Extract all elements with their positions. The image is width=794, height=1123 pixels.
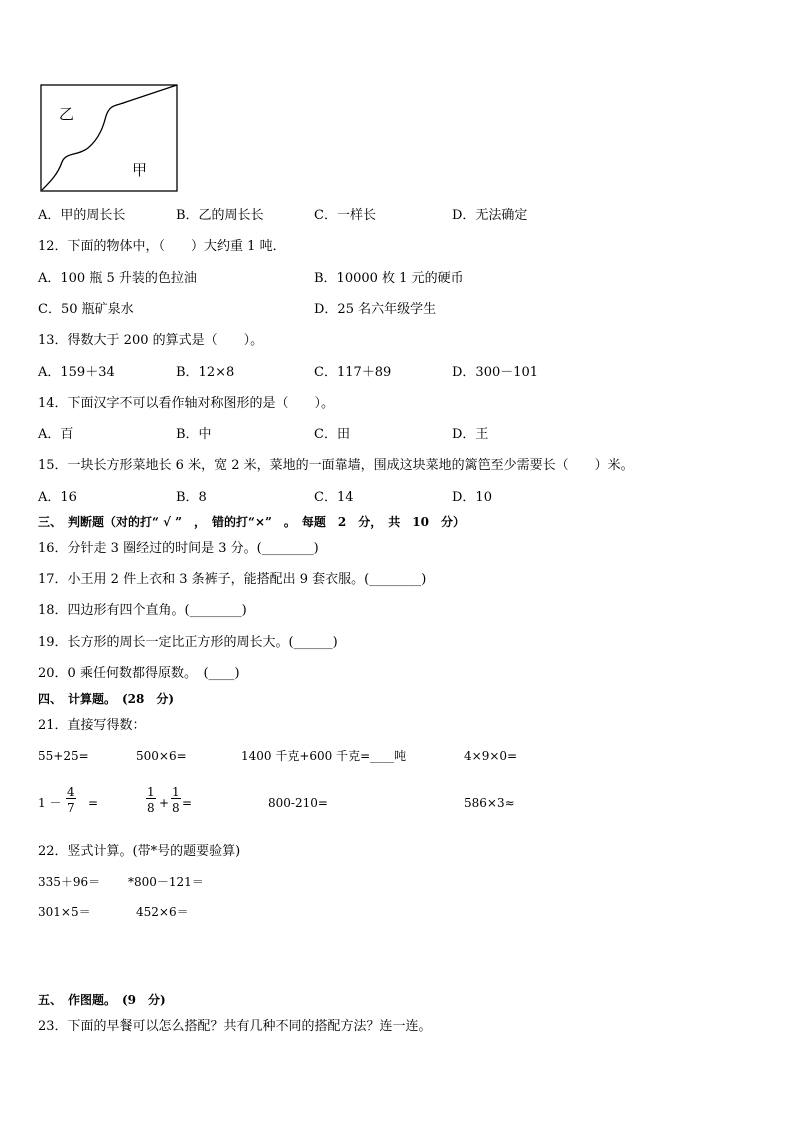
q22-item-3: 301×5＝	[38, 905, 91, 919]
q12-option-c[interactable]: C．50 瓶矿泉水	[38, 302, 134, 317]
q20: 20．0 乘任何数都得原数。 (____)	[38, 666, 240, 681]
section-3-title: 三、 判断题（对的打“ √ ” ， 错的打“×” 。 每题 2 分， 共 10 分）	[38, 515, 465, 529]
q12-stem: 12．下面的物体中，（ ）大约重 1 吨．	[38, 239, 286, 254]
q12-option-d[interactable]: D．25 名六年级学生	[314, 302, 437, 317]
figure-label-yi: 乙	[59, 105, 75, 123]
q16: 16．分针走 3 圈经过的时间是 3 分。(________)	[38, 541, 319, 556]
fraction-denominator: 8	[147, 801, 155, 815]
q22-stem: 22．竖式计算。(带*号的题要验算)	[38, 844, 241, 859]
q21-item-6-suffix: =	[182, 796, 193, 810]
fraction-1-8-first	[146, 786, 156, 814]
q21-item-3: 1400 千克+600 千克=____吨	[241, 749, 407, 763]
q21-item-8: 586×3≈	[464, 796, 515, 810]
fraction-denominator: 8	[172, 801, 180, 815]
section-5-title: 五、 作图题。 (9 分)	[38, 993, 166, 1007]
divided-rectangle-diagram	[40, 84, 180, 194]
q13-stem: 13．得数大于 200 的算式是（ ）。	[38, 333, 264, 348]
q15-option-a[interactable]: A．16	[38, 490, 77, 505]
q15-stem: 15．一块长方形菜地长 6 米，宽 2 米，菜地的一面靠墙，围成这块菜地的篱笆至少需要长（ ）米。	[38, 458, 634, 473]
q19: 19．长方形的周长一定比正方形的周长大。(______)	[38, 635, 338, 650]
q13-option-d[interactable]: D．300－101	[452, 365, 539, 380]
q14-stem: 14．下面汉字不可以看作轴对称图形的是（ ）。	[38, 396, 335, 411]
q13-option-b[interactable]: B．12×8	[176, 365, 235, 380]
fraction-denominator: 7	[67, 801, 75, 815]
fraction-numerator: 1	[172, 785, 180, 799]
q12-option-a[interactable]: A．100 瓶 5 升装的色拉油	[38, 271, 197, 286]
q22-item-4: 452×6＝	[136, 905, 189, 919]
q12-option-b[interactable]: B．10000 枚 1 元的硬币	[314, 271, 464, 286]
plus-sign: +	[159, 796, 170, 810]
fraction-1-8-second	[171, 786, 181, 814]
q11-option-d[interactable]: D．无法确定	[452, 208, 528, 223]
q22-item-1: 335＋96＝	[38, 875, 101, 889]
q21-stem: 21．直接写得数：	[38, 718, 146, 733]
fraction-numerator: 1	[147, 785, 155, 799]
q21-item-5-suffix: =	[88, 796, 99, 810]
q14-option-a[interactable]: A．百	[38, 427, 74, 442]
figure-label-jia: 甲	[132, 161, 148, 179]
q13-option-c[interactable]: C．117＋89	[314, 365, 392, 380]
q21-item-1: 55+25=	[38, 749, 89, 763]
fraction-4-7	[66, 786, 76, 814]
q14-option-b[interactable]: B．中	[176, 427, 212, 442]
q22-item-2: *800－121＝	[128, 875, 204, 889]
q14-option-c[interactable]: C．田	[314, 427, 350, 442]
q21-item-4: 4×9×0=	[464, 749, 518, 763]
q15-option-d[interactable]: D．10	[452, 490, 492, 505]
fraction-numerator: 4	[67, 785, 75, 799]
q11-option-b[interactable]: B．乙的周长长	[176, 208, 264, 223]
q15-option-b[interactable]: B．8	[176, 490, 207, 505]
q11-option-a[interactable]: A．甲的周长长	[38, 208, 126, 223]
section-4-title: 四、 计算题。 (28 分)	[38, 692, 175, 706]
q17: 17．小王用 2 件上衣和 3 条裤子，能搭配出 9 套衣服。(________)	[38, 572, 427, 587]
q11-option-c[interactable]: C．一样长	[314, 208, 376, 223]
q18: 18．四边形有四个直角。(________)	[38, 603, 247, 618]
q21-item-5-prefix: 1 －	[38, 796, 62, 810]
q23-stem: 23．下面的早餐可以怎么搭配？共有几种不同的搭配方法？连一连。	[38, 1019, 432, 1034]
q21-item-2: 500×6=	[136, 749, 187, 763]
q15-option-c[interactable]: C．14	[314, 490, 354, 505]
figure-rectangle	[40, 84, 180, 194]
q13-option-a[interactable]: A．159＋34	[38, 365, 115, 380]
q21-item-7: 800-210=	[268, 796, 328, 810]
q14-option-d[interactable]: D．王	[452, 427, 489, 442]
